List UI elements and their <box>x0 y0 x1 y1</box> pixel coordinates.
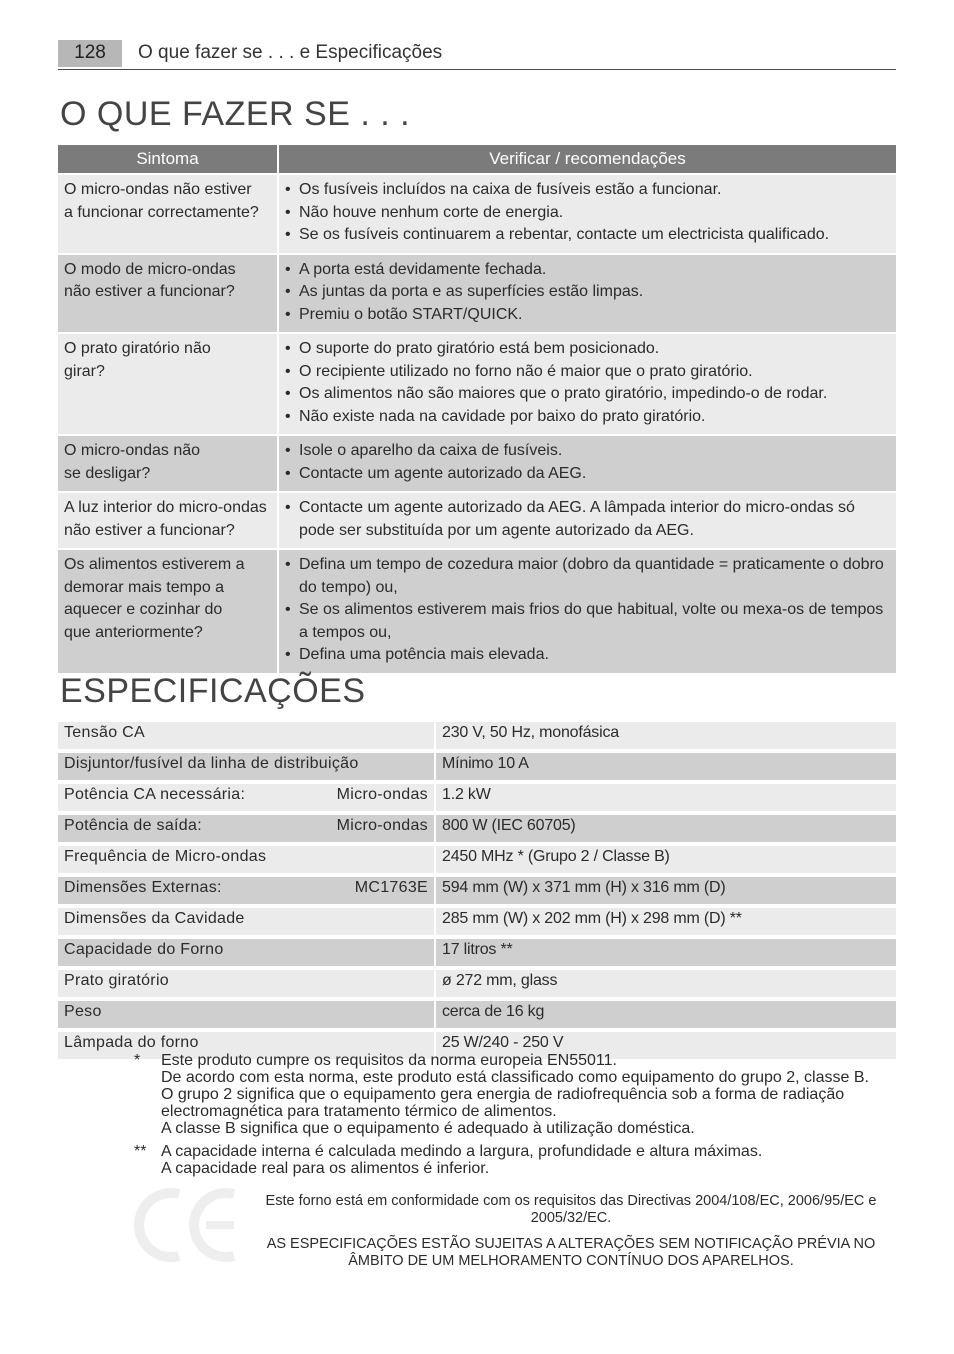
spec-label: Capacidade do Forno <box>64 941 224 958</box>
check-cell <box>278 549 896 674</box>
spec-value: 285 mm (W) x 202 mm (H) x 298 mm (D) ** <box>435 906 896 937</box>
check-item: • Defina uma potência mais elevada. <box>285 644 890 667</box>
troubleshoot-row <box>58 254 896 334</box>
check-item: • Premiu o botão START/QUICK. <box>285 304 890 327</box>
footnotes <box>134 1052 904 1183</box>
spec-label: Potência CA necessária: <box>64 786 246 803</box>
spec-label-cell <box>58 813 435 844</box>
symptom-line: A luz interior do micro-ondas <box>64 499 267 516</box>
symptom-line: Os alimentos estiverem a <box>64 556 245 573</box>
footnote-line: A classe B significa que o equipamento é adequado à utilização doméstica. <box>161 1120 695 1137</box>
symptom-line: aquecer e cozinhar do <box>64 601 223 618</box>
check-cell <box>278 435 896 492</box>
footnote-line: A capacidade real para os alimentos é inferior. <box>161 1160 490 1177</box>
symptom-line: demorar mais tempo a <box>64 578 225 596</box>
footnote-line: Este produto cumpre os requisitos da norma europeia EN55011. <box>161 1052 617 1069</box>
spec-label: Lâmpada do forno <box>64 1034 199 1051</box>
footnote-line: De acordo com esta norma, este produto está classificado como equipamento do grupo 2, classe B. <box>161 1069 869 1086</box>
symptom-cell <box>58 254 278 334</box>
spec-row <box>58 844 896 875</box>
symptom-cell <box>58 549 278 674</box>
symptom-cell <box>58 492 278 549</box>
check-cell <box>278 174 896 254</box>
symptom-line: O micro-ondas não estiver <box>64 181 252 198</box>
footnote-line: A capacidade interna é calculada medindo a largura, profundidade e altura máximas. <box>161 1143 763 1160</box>
symptom-line: O modo de micro-ondas <box>64 260 236 278</box>
troubleshoot-row <box>58 174 896 254</box>
troubleshoot-row <box>58 492 896 549</box>
spec-sublabel: MC1763E <box>354 879 428 896</box>
troubleshoot-header-row <box>58 145 896 174</box>
spec-row <box>58 751 896 782</box>
footnote <box>134 1143 904 1177</box>
troubleshoot-row <box>58 333 896 435</box>
spec-label: Prato giratório <box>64 972 169 989</box>
spec-sublabel: Micro-ondas <box>336 786 428 803</box>
check-item: • Se os alimentos estiverem mais frios do que habitual, volte ou mexa-os de tempos a tempos ou, <box>285 599 890 644</box>
symptom-line: não estiver a funcionar? <box>64 521 235 539</box>
symptom-cell <box>58 333 278 435</box>
spec-label: Potência de saída: <box>64 817 202 834</box>
check-item: • As juntas da porta e as superfícies estão limpas. <box>285 281 890 304</box>
specs-table <box>58 722 896 1063</box>
ce-mark-icon <box>134 1188 244 1262</box>
spec-label: Frequência de Micro-ondas <box>64 848 267 865</box>
spec-label-cell <box>58 782 435 813</box>
check-item: • Não houve nenhum corte de energia. <box>285 202 890 225</box>
spec-label-cell <box>58 999 435 1030</box>
spec-value: 25 W/240 - 250 V <box>435 1030 896 1061</box>
symptom-cell <box>58 435 278 492</box>
footnote-mark: * <box>134 1052 141 1069</box>
spec-value: 17 litros ** <box>435 937 896 968</box>
spec-label-cell <box>58 937 435 968</box>
spec-label: Tensão CA <box>64 724 145 741</box>
footnote-text <box>161 1143 762 1177</box>
spec-label-cell <box>58 968 435 999</box>
troubleshoot-table <box>58 145 896 675</box>
footnote-line: O grupo 2 significa que o equipamento gera energia de radiofrequência sob a forma de radiação <box>161 1086 845 1103</box>
spec-label-cell <box>58 844 435 875</box>
symptom-line: girar? <box>64 362 105 380</box>
spec-row <box>58 813 896 844</box>
spec-label-cell <box>58 722 435 751</box>
footnote-mark: ** <box>134 1143 147 1160</box>
symptom-line: a funcionar correctamente? <box>64 203 259 221</box>
page-number: 128 <box>58 40 122 67</box>
spec-label: Dimensões da Cavidade <box>64 910 245 927</box>
check-item: • Os alimentos não são maiores que o prato giratório, impedindo-o de rodar. <box>285 383 890 406</box>
header-title: O que fazer se . . . e Especificações <box>138 42 443 63</box>
spec-row <box>58 968 896 999</box>
check-item: • Não existe nada na cavidade por baixo do prato giratório. <box>285 406 890 429</box>
spec-row <box>58 782 896 813</box>
page-header <box>58 40 896 70</box>
check-item: • O recipiente utilizado no forno não é maior que o prato giratório. <box>285 361 890 384</box>
spec-label: Disjuntor/fusível da linha de distribuição <box>64 755 359 772</box>
check-item: • Se os fusíveis continuarem a rebentar, contacte um electricista qualificado. <box>285 224 890 247</box>
symptom-column-header: Sintoma <box>58 145 278 174</box>
compliance-text: Este forno está em conformidade com os requisitos das Directivas 2004/108/EC, 2006/95/EC e 2005/32/EC. <box>265 1193 877 1226</box>
spec-label-cell <box>58 875 435 906</box>
spec-value: 594 mm (W) x 371 mm (H) x 316 mm (D) <box>435 875 896 906</box>
spec-row <box>58 722 896 751</box>
symptom-line: O prato giratório não <box>64 340 211 357</box>
spec-value: ø 272 mm, glass <box>435 968 896 999</box>
footnote <box>134 1052 904 1137</box>
spec-row <box>58 999 896 1030</box>
check-item: • Isole o aparelho da caixa de fusíveis. <box>285 440 890 463</box>
check-item: • Contacte um agente autorizado da AEG. <box>285 463 890 486</box>
check-cell <box>278 333 896 435</box>
spec-row <box>58 875 896 906</box>
specs-heading: ESPECIFICAÇÕES <box>60 672 366 710</box>
spec-value: 1.2 kW <box>435 782 896 813</box>
symptom-cell <box>58 174 278 254</box>
troubleshoot-row <box>58 435 896 492</box>
spec-value: 2450 MHz * (Grupo 2 / Classe B) <box>435 844 896 875</box>
check-item: • A porta está devidamente fechada. <box>285 259 890 282</box>
spec-value: 230 V, 50 Hz, monofásica <box>435 722 896 751</box>
spec-change-notice: AS ESPECIFICAÇÕES ESTÃO SUJEITAS A ALTERAÇÕES SEM NOTIFICAÇÃO PRÉVIA NO ÂMBITO DE UM MELHORAMENTO CONTÍNUO DOS APARELHOS. <box>266 1236 876 1269</box>
spec-label: Peso <box>64 1003 102 1020</box>
spec-row <box>58 906 896 937</box>
troubleshoot-heading: O QUE FAZER SE . . . <box>60 95 411 133</box>
spec-sublabel: Micro-ondas <box>336 817 428 834</box>
check-cell <box>278 492 896 549</box>
spec-row <box>58 937 896 968</box>
footnote-line: electromagnética para tratamento térmico de alimentos. <box>161 1103 557 1120</box>
symptom-line: que anteriormente? <box>64 623 203 641</box>
check-item: • Contacte um agente autorizado da AEG. A lâmpada interior do micro-ondas só pode ser substituída por um agente autorizado da AEG. <box>285 497 890 542</box>
symptom-line: se desligar? <box>64 464 151 482</box>
spec-value: 800 W (IEC 60705) <box>435 813 896 844</box>
check-cell <box>278 254 896 334</box>
spec-label-cell <box>58 906 435 937</box>
spec-label: Dimensões Externas: <box>64 879 222 896</box>
symptom-line: não estiver a funcionar? <box>64 283 235 300</box>
check-item: • Os fusíveis incluídos na caixa de fusíveis estão a funcionar. <box>285 179 890 202</box>
troubleshoot-row <box>58 549 896 674</box>
spec-value: Mínimo 10 A <box>435 751 896 782</box>
check-item: • Defina um tempo de cozedura maior (dobro da quantidade = praticamente o dobro do tempo) ou, <box>285 554 890 599</box>
symptom-line: O micro-ondas não <box>64 442 201 459</box>
check-item: • O suporte do prato giratório está bem posicionado. <box>285 338 890 361</box>
footnote-text <box>161 1052 869 1137</box>
spec-value: cerca de 16 kg <box>435 999 896 1030</box>
check-column-header: Verificar / recomendações <box>278 145 896 174</box>
spec-label-cell <box>58 751 435 782</box>
